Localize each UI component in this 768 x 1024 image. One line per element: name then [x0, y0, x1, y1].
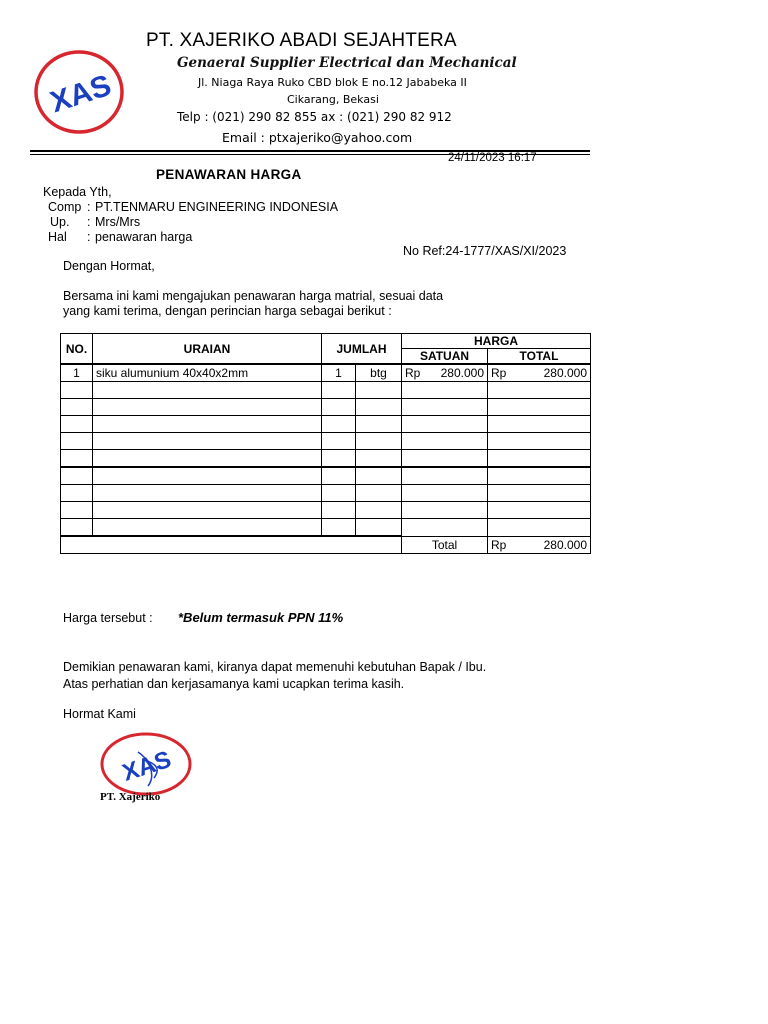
- comp-colon: :: [87, 200, 91, 214]
- document-title: PENAWARAN HARGA: [156, 167, 302, 182]
- comp-label: Comp: [48, 200, 82, 214]
- email-line: Email : ptxajeriko@yahoo.com: [222, 130, 413, 145]
- total-value: 280.000: [543, 537, 587, 552]
- table-total-row: [61, 536, 591, 554]
- hal-label: Hal: [48, 230, 67, 244]
- header-no: NO.: [61, 334, 93, 365]
- document-datetime: 24/11/2023 16:17: [448, 152, 537, 164]
- company-tagline: Genaeral Supplier Electrical dan Mechanical: [177, 55, 517, 71]
- up-colon: :: [87, 215, 91, 229]
- table-row-empty: [61, 467, 591, 485]
- company-name: PT. XAJERIKO ABADI SEJAHTERA: [146, 30, 457, 51]
- header-total: TOTAL: [488, 349, 591, 365]
- intro-line-1: Bersama ini kami mengajukan penawaran harga matrial, sesuai data: [63, 289, 444, 303]
- closing-line-2: Atas perhatian dan kerjasamanya kami ucapkan terima kasih.: [63, 677, 405, 691]
- table-row: [61, 364, 591, 382]
- sign-off: Hormat Kami: [63, 707, 136, 721]
- recipient-intro: Kepada Yth,: [43, 185, 112, 199]
- address-line-1: Jl. Niaga Raya Ruko CBD blok E no.12 Jababeka II: [198, 76, 467, 89]
- table-row-empty: [61, 502, 591, 519]
- row-unit: btg: [356, 364, 402, 382]
- hal-colon: :: [87, 230, 91, 244]
- reference-number: No Ref:24-1777/XAS/XI/2023: [403, 244, 567, 258]
- stamp-text: XAS: [119, 745, 175, 787]
- row-no: 1: [61, 364, 93, 382]
- row-qty: 1: [322, 364, 356, 382]
- row-total-value: 280.000: [543, 366, 587, 380]
- table-row-empty: [61, 399, 591, 416]
- up-value: Mrs/Mrs: [95, 215, 141, 229]
- up-label: Up.: [50, 215, 70, 229]
- price-table: [60, 333, 591, 554]
- header-satuan: SATUAN: [402, 349, 488, 365]
- row-uraian: siku alumunium 40x40x2mm: [93, 364, 322, 382]
- intro-line-2: yang kami terima, dengan perincian harga sebagai berikut :: [63, 304, 392, 318]
- closing-line-1: Demikian penawaran kami, kiranya dapat memenuhi kebutuhan Bapak / Ibu.: [63, 660, 487, 674]
- comp-value: PT.TENMARU ENGINEERING INDONESIA: [95, 200, 339, 214]
- phone-line: Telp : (021) 290 82 855 ax : (021) 290 82 912: [177, 110, 452, 124]
- row-satuan-currency: Rp: [405, 366, 421, 380]
- price-note-label: Harga tersebut :: [63, 611, 153, 625]
- row-total: [488, 364, 591, 382]
- salutation: Dengan Hormat,: [63, 259, 155, 273]
- hal-value: penawaran harga: [95, 230, 193, 244]
- stamp-company-name: PT. Xajeriko: [100, 791, 161, 803]
- table-row-empty: [61, 519, 591, 537]
- header-uraian: URAIAN: [93, 334, 322, 365]
- table-row-empty: [61, 485, 591, 502]
- header-harga: HARGA: [402, 334, 591, 349]
- table-row-empty: [61, 450, 591, 468]
- ppn-note: *Belum termasuk PPN 11%: [178, 610, 344, 625]
- row-total-currency: Rp: [491, 366, 507, 380]
- company-logo: [34, 50, 124, 134]
- table-row-empty: [61, 433, 591, 450]
- total-currency: Rp: [491, 537, 507, 552]
- total-amount: [488, 536, 591, 554]
- header-jumlah: JUMLAH: [322, 334, 402, 365]
- total-label: Total: [402, 536, 488, 554]
- table-row-empty: [61, 382, 591, 399]
- logo-text: XAS: [46, 68, 116, 120]
- row-satuan: [402, 364, 488, 382]
- row-satuan-value: 280.000: [440, 366, 484, 380]
- table-row-empty: [61, 416, 591, 433]
- address-line-2: Cikarang, Bekasi: [287, 93, 379, 106]
